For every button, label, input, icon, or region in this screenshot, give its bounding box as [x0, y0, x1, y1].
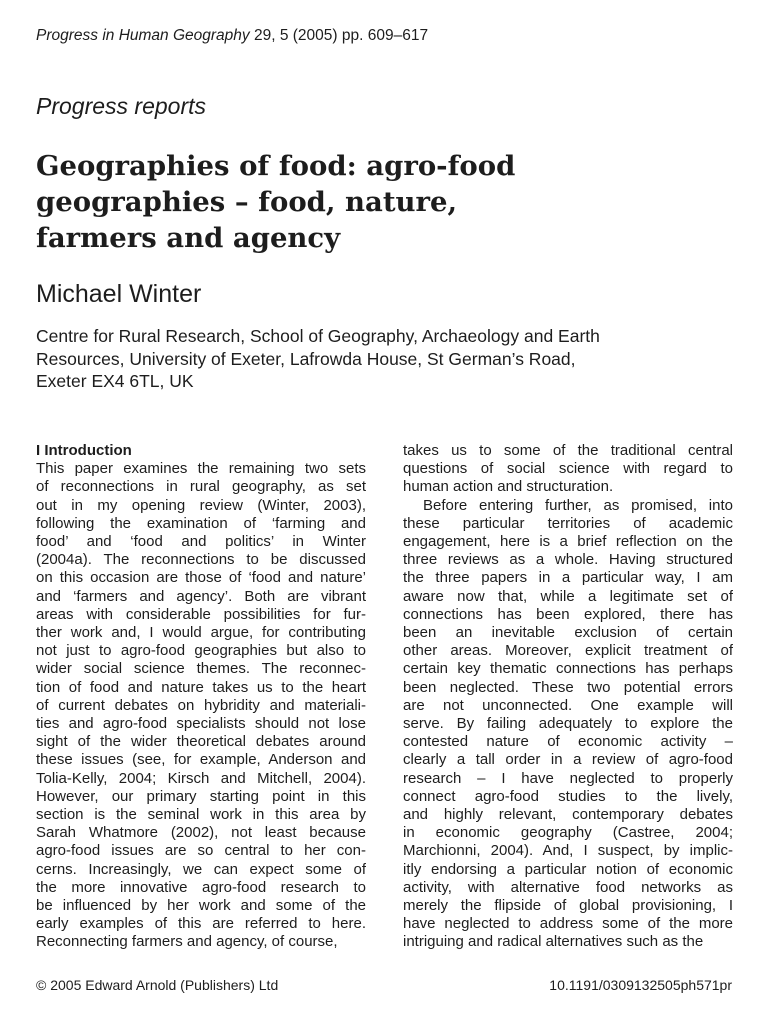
- title-line: farmers and agency: [36, 222, 341, 254]
- affiliation-line: Resources, University of Exeter, Lafrowda House, St German’s Road,: [36, 348, 576, 369]
- text-line: food’ and ‘food and politics’ in Winter: [36, 533, 366, 551]
- text-line: of reconnections in rural geography, as set: [36, 478, 366, 496]
- text-line: in economic geography (Castree, 2004;: [403, 824, 733, 842]
- text-line: connect agro-food studies to the lively,: [403, 787, 733, 805]
- text-line: human action and structuration.: [403, 478, 614, 496]
- affiliation-line: Exeter EX4 6TL, UK: [36, 371, 194, 391]
- left-column: [36, 442, 366, 952]
- text-line: ther work and, I would argue, for contributing: [36, 624, 366, 642]
- text-line: on this occasion are those of ‘food and nature’: [36, 569, 366, 587]
- copyright-notice: © 2005 Edward Arnold (Publishers) Ltd: [36, 977, 279, 993]
- text-line: connections has been explored, there has: [403, 605, 733, 623]
- text-line: Marchionni, 2004). And, I suspect, by implic-: [403, 842, 733, 860]
- text-line: merely the flipside of global provisioning, I: [403, 897, 733, 915]
- text-line: cerns. Increasingly, we can expect some of: [36, 860, 366, 878]
- text-line: activity, with alternative food networks as: [403, 878, 733, 896]
- text-line: early examples of this are referred to here.: [36, 915, 366, 933]
- title-line: Geographies of food: agro-food: [36, 150, 516, 182]
- text-line: these particular territories of academic: [403, 514, 733, 532]
- paper-title: [36, 148, 596, 256]
- text-line: these issues (see, for example, Anderson and: [36, 751, 366, 769]
- text-line: have neglected to address some of the more: [403, 915, 733, 933]
- reflection-paragraph: [403, 497, 733, 952]
- text-line: the three papers in a particular way, I am: [403, 569, 733, 587]
- text-line: areas with considerable possibilities for fur-: [36, 605, 366, 623]
- text-line: agro-food issues are so central to her con-: [36, 842, 366, 860]
- author-affiliation: [36, 325, 736, 393]
- text-line: certain key thematic connections has perhaps: [403, 660, 733, 678]
- journal-name: Progress in Human Geography: [36, 27, 250, 44]
- text-line: serve. By failing adequately to explore the: [403, 715, 733, 733]
- text-line: Tolia-Kelly, 2004; Kirsch and Mitchell, 2004).: [36, 769, 366, 787]
- section-heading: I Introduction: [36, 442, 132, 459]
- text-line: been an inevitable exclusion of certain: [403, 624, 733, 642]
- text-line: However, our primary starting point in this: [36, 787, 366, 805]
- section-label: Progress reports: [36, 93, 207, 119]
- affiliation-line: Centre for Rural Research, School of Geography, Archaeology and Earth: [36, 326, 600, 346]
- doi: 10.1191/0309132505ph571pr: [549, 977, 732, 993]
- text-line: section is the seminal work in this area by: [36, 806, 366, 824]
- journal-volume-pages: 29, 5 (2005) pp. 609–617: [249, 27, 429, 44]
- text-line: aware now that, while a legitimate set of: [403, 587, 733, 605]
- author-name: Michael Winter: [36, 280, 202, 308]
- text-line: and ‘farmers and agency’. Both are vibrant: [36, 587, 366, 605]
- text-line: Reconnecting farmers and agency, of course,: [36, 933, 338, 951]
- text-line: questions of social science with regard to: [403, 460, 733, 478]
- text-line: not just to agro-food geographies but also to: [36, 642, 366, 660]
- text-line: research – I have neglected to properly: [403, 769, 733, 787]
- text-line: been neglected. These two potential errors: [403, 678, 733, 696]
- text-line: (2004a). The reconnections to be discussed: [36, 551, 366, 569]
- title-line: geographies – food, nature,: [36, 186, 458, 218]
- text-line: out in my opening review (Winter, 2003),: [36, 496, 366, 514]
- text-line: ties and agro-food specialists should not lose: [36, 715, 366, 733]
- continued-paragraph: [403, 442, 733, 497]
- text-line: Sarah Whatmore (2002), not least because: [36, 824, 366, 842]
- text-line: engagement, here is a brief reflection on the: [403, 533, 733, 551]
- text-line: following the examination of ‘farming and: [36, 514, 366, 532]
- text-line: sight of the wider theoretical debates around: [36, 733, 366, 751]
- intro-paragraph: [36, 460, 366, 951]
- text-line: intriguing and radical alternatives such as the: [403, 933, 704, 951]
- text-line: the more innovative agro-food research to: [36, 878, 366, 896]
- text-line: wider social science themes. The reconnec-: [36, 660, 366, 678]
- text-line: other areas. Moreover, explicit treatment of: [403, 642, 733, 660]
- right-column: [403, 442, 733, 952]
- text-line: Before entering further, as promised, into: [423, 496, 733, 514]
- text-line: are not unconnected. One example will: [403, 696, 733, 714]
- text-line: and highly relevant, contemporary debates: [403, 806, 733, 824]
- text-line: three reviews as a whole. Having structured: [403, 551, 733, 569]
- text-line: of current debates on hybridity and materiali-: [36, 696, 366, 714]
- text-line: contested nature of economic activity –: [403, 733, 733, 751]
- text-line: tion of food and nature takes us to the heart: [36, 678, 366, 696]
- journal-citation: [36, 26, 428, 46]
- text-line: This paper examines the remaining two sets: [36, 460, 366, 478]
- text-line: takes us to some of the traditional central: [403, 442, 733, 459]
- text-line: be influenced by her work and some of the: [36, 897, 366, 915]
- text-line: itly endorsing a particular notion of economic: [403, 860, 733, 878]
- text-line: clearly a tall order in a review of agro-food: [403, 751, 733, 769]
